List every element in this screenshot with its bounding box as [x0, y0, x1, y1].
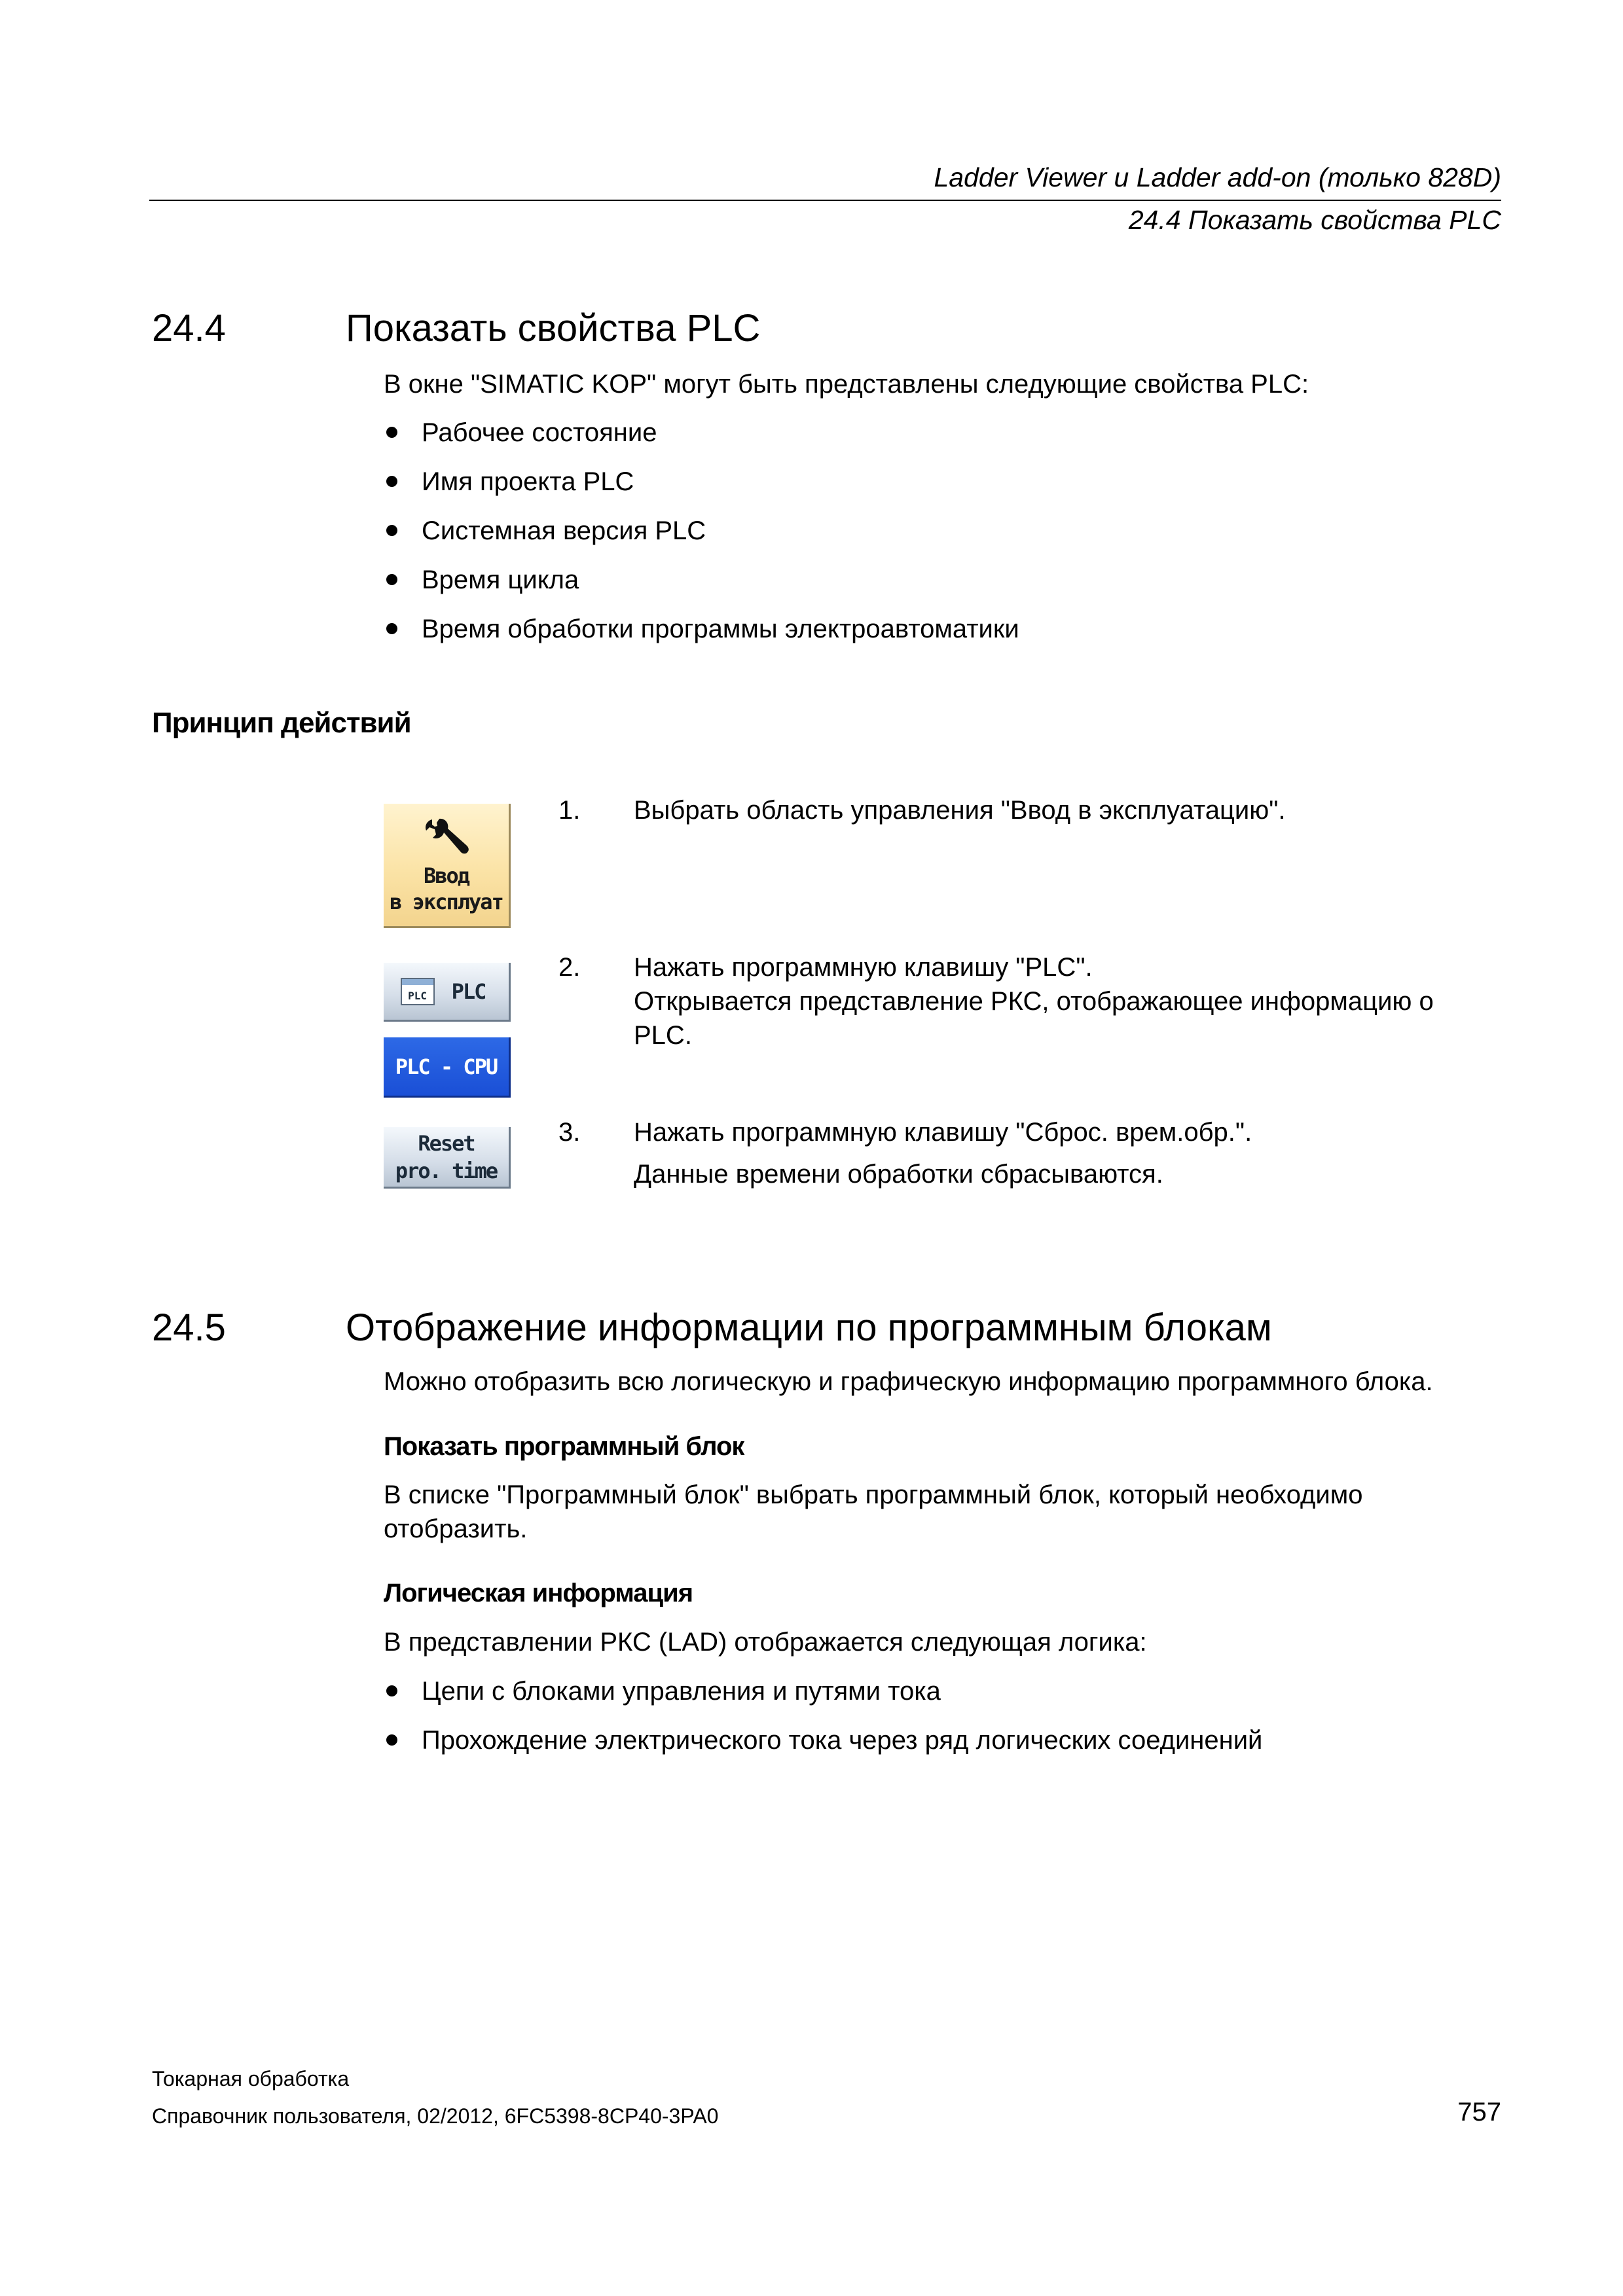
- procedure-heading: Принцип действий: [152, 707, 411, 739]
- paragraph: В представлении РКС (LAD) отображается следующая логика:: [384, 1628, 1147, 1657]
- softkey-label-line2: в эксплуат: [390, 889, 503, 914]
- list-item: Время цикла: [384, 563, 1019, 612]
- commissioning-softkey[interactable]: [384, 804, 511, 928]
- footer-publication: Справочник пользователя, 02/2012, 6FC5398-8CP40-3PA0: [152, 2104, 719, 2128]
- step-text: PLC.: [634, 1021, 692, 1050]
- subheading-show-block: Показать программный блок: [384, 1432, 744, 1461]
- bullet-icon: [386, 427, 397, 438]
- step-number: 1.: [558, 796, 581, 825]
- list-item: Имя проекта PLC: [384, 465, 1019, 514]
- plc-softkey[interactable]: [384, 963, 511, 1022]
- reset-process-time-softkey[interactable]: [384, 1127, 511, 1189]
- bullet-icon: [386, 525, 397, 536]
- section-number: 24.4: [152, 307, 226, 350]
- list-item: Прохождение электрического тока через ряд логических соединений: [384, 1723, 1262, 1772]
- header-rule: [149, 200, 1501, 201]
- section-title: Показать свойства PLC: [346, 307, 761, 350]
- list-item: Время обработки программы электроавтоматики: [384, 612, 1019, 661]
- step-number: 2.: [558, 953, 581, 982]
- section-title: Отображение информации по программным блокам: [346, 1306, 1272, 1349]
- step-text: Нажать программную клавишу "Сброс. врем.обр.".: [634, 1118, 1252, 1147]
- section-number: 24.5: [152, 1306, 226, 1349]
- step-text: Выбрать область управления "Ввод в эксплуатацию".: [634, 796, 1286, 825]
- paragraph: В списке "Программный блок" выбрать программный блок, который необходимо: [384, 1480, 1363, 1509]
- properties-list: [384, 416, 1019, 661]
- step-number: 3.: [558, 1118, 581, 1147]
- page-number: 757: [1457, 2098, 1501, 2126]
- bullet-icon: [386, 623, 397, 634]
- step-text: Нажать программную клавишу "PLC".: [634, 953, 1093, 982]
- softkey-label: PLC - CPU: [395, 1054, 498, 1079]
- softkey-label-line1: Ввод: [423, 863, 469, 888]
- step-text: Данные времени обработки сбрасываются.: [634, 1160, 1163, 1189]
- section-intro: Можно отобразить всю логическую и графическую информацию программного блока.: [384, 1367, 1433, 1396]
- list-item: Цепи с блоками управления и путями тока: [384, 1674, 1262, 1723]
- bullet-icon: [386, 1685, 397, 1696]
- list-item: Рабочее состояние: [384, 416, 1019, 465]
- plc-window-icon: PLC: [401, 978, 435, 1005]
- step-text: Открывается представление РКС, отображающее информацию о: [634, 987, 1434, 1016]
- wrench-icon: [420, 816, 473, 861]
- logic-list: [384, 1674, 1262, 1772]
- paragraph: отобразить.: [384, 1515, 528, 1543]
- list-item: Системная версия PLC: [384, 514, 1019, 563]
- softkey-label: PLC: [451, 978, 486, 1004]
- bullet-icon: [386, 574, 397, 585]
- section-intro: В окне "SIMATIC KOP" могут быть представлены следующие свойства PLC:: [384, 370, 1309, 399]
- running-header-section: 24.4 Показать свойства PLC: [1128, 205, 1501, 235]
- softkey-label-line2: pro. time: [395, 1158, 498, 1183]
- subheading-logic-info: Логическая информация: [384, 1579, 693, 1607]
- softkey-label-line1: Reset: [418, 1130, 475, 1156]
- bullet-icon: [386, 1734, 397, 1746]
- running-header-chapter: Ladder Viewer и Ladder add-on (только 828D): [934, 162, 1501, 192]
- bullet-icon: [386, 476, 397, 487]
- footer-title: Токарная обработка: [152, 2067, 350, 2090]
- plc-cpu-softkey[interactable]: [384, 1037, 511, 1098]
